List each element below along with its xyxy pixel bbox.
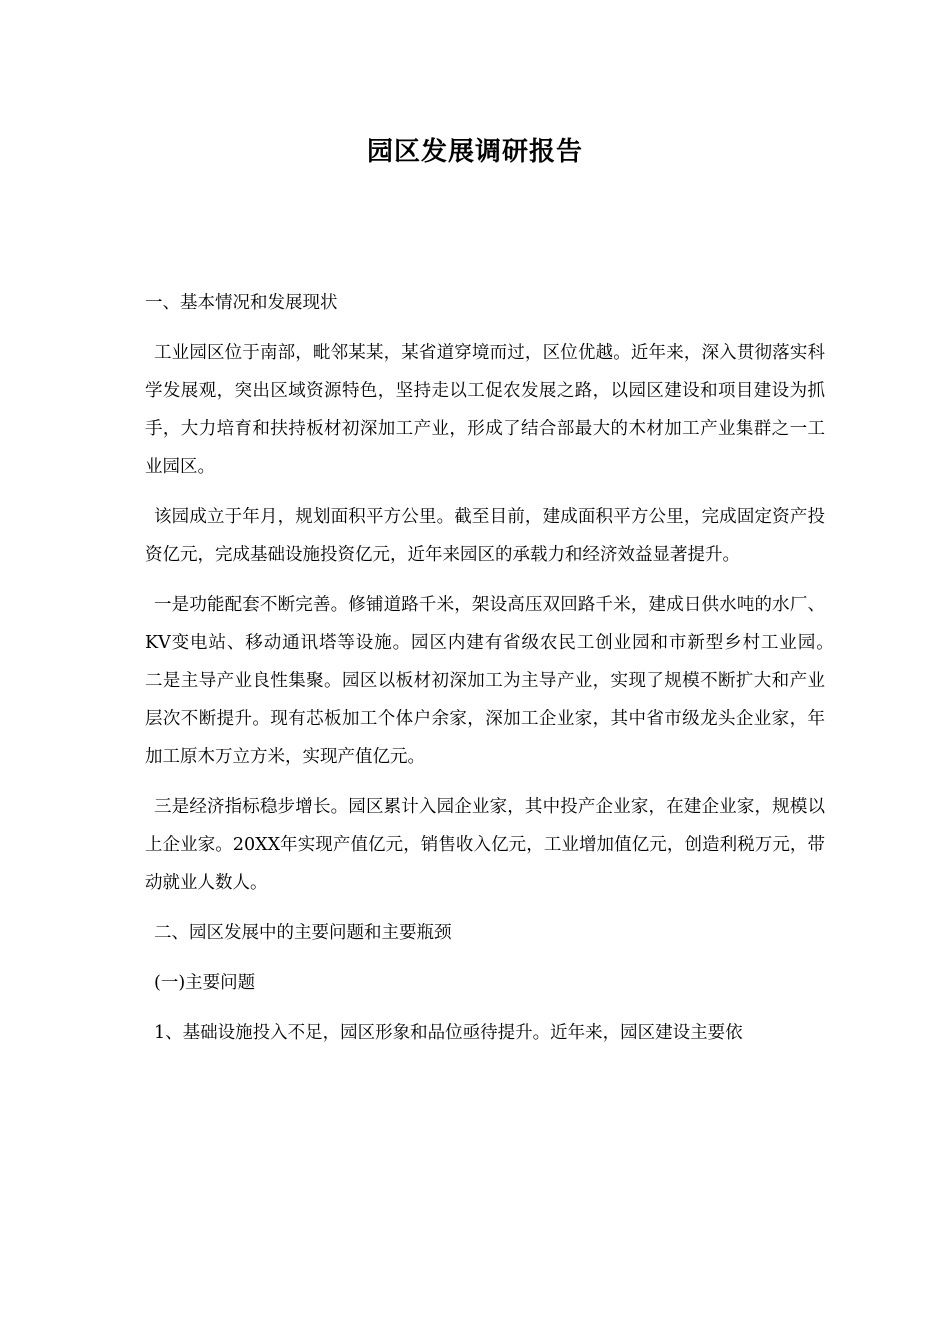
paragraph-park-overview: 工业园区位于南部，毗邻某某，某省道穿境而过，区位优越。近年来，深入贯彻落实科学发展观，突出区域资源特色，坚持走以工促农发展之路，以园区建设和项目建设为抓手，大力培育和扶持板材初深加工产业，形成了结合部最大的木材加工产业集群之一工业园区。 [145,343,825,477]
paragraph-facilities-and-industry: 一是功能配套不断完善。修铺道路千米，架设高压双回路千米，建成日供水吨的水厂、KV变电站、移动通讯塔等设施。园区内建有省级农民工创业园和市新型乡村工业园。 二是主导产业良性集聚。园区以板材初深加工为主导产业，实现了规模不断扩大和产业层次不断提升。现有芯板加工个体户余家，深加工企业家，其中省市级龙头企业家，年加工原木万立方米，实现产值亿元。 [145,595,843,767]
section-heading-basic-situation: 一、基本情况和发展现状 [145,293,338,313]
paragraph-infrastructure-problem: 1、基础设施投入不足，园区形象和品位亟待提升。近年来，园区建设主要依 [154,1023,743,1043]
document-title: 园区发展调研报告 [366,137,583,167]
subsection-heading-problems: (一)主要问题 [154,973,256,993]
section-heading-main-problems: 二、园区发展中的主要问题和主要瓶颈 [154,923,452,943]
document-body [145,284,843,1064]
paragraph-park-establishment: 该园成立于年月，规划面积平方公里。截至目前，建成面积平方公里，完成固定资产投资亿元，完成基础设施投资亿元，近年来园区的承载力和经济效益显著提升。 [145,507,825,565]
paragraph-economic-indicators: 三是经济指标稳步增长。园区累计入园企业家，其中投产企业家，在建企业家，规模以上企业家。20XX年实现产值亿元，销售收入亿元，工业增加值亿元，创造利税万元，带动就业人数人。 [145,797,825,893]
